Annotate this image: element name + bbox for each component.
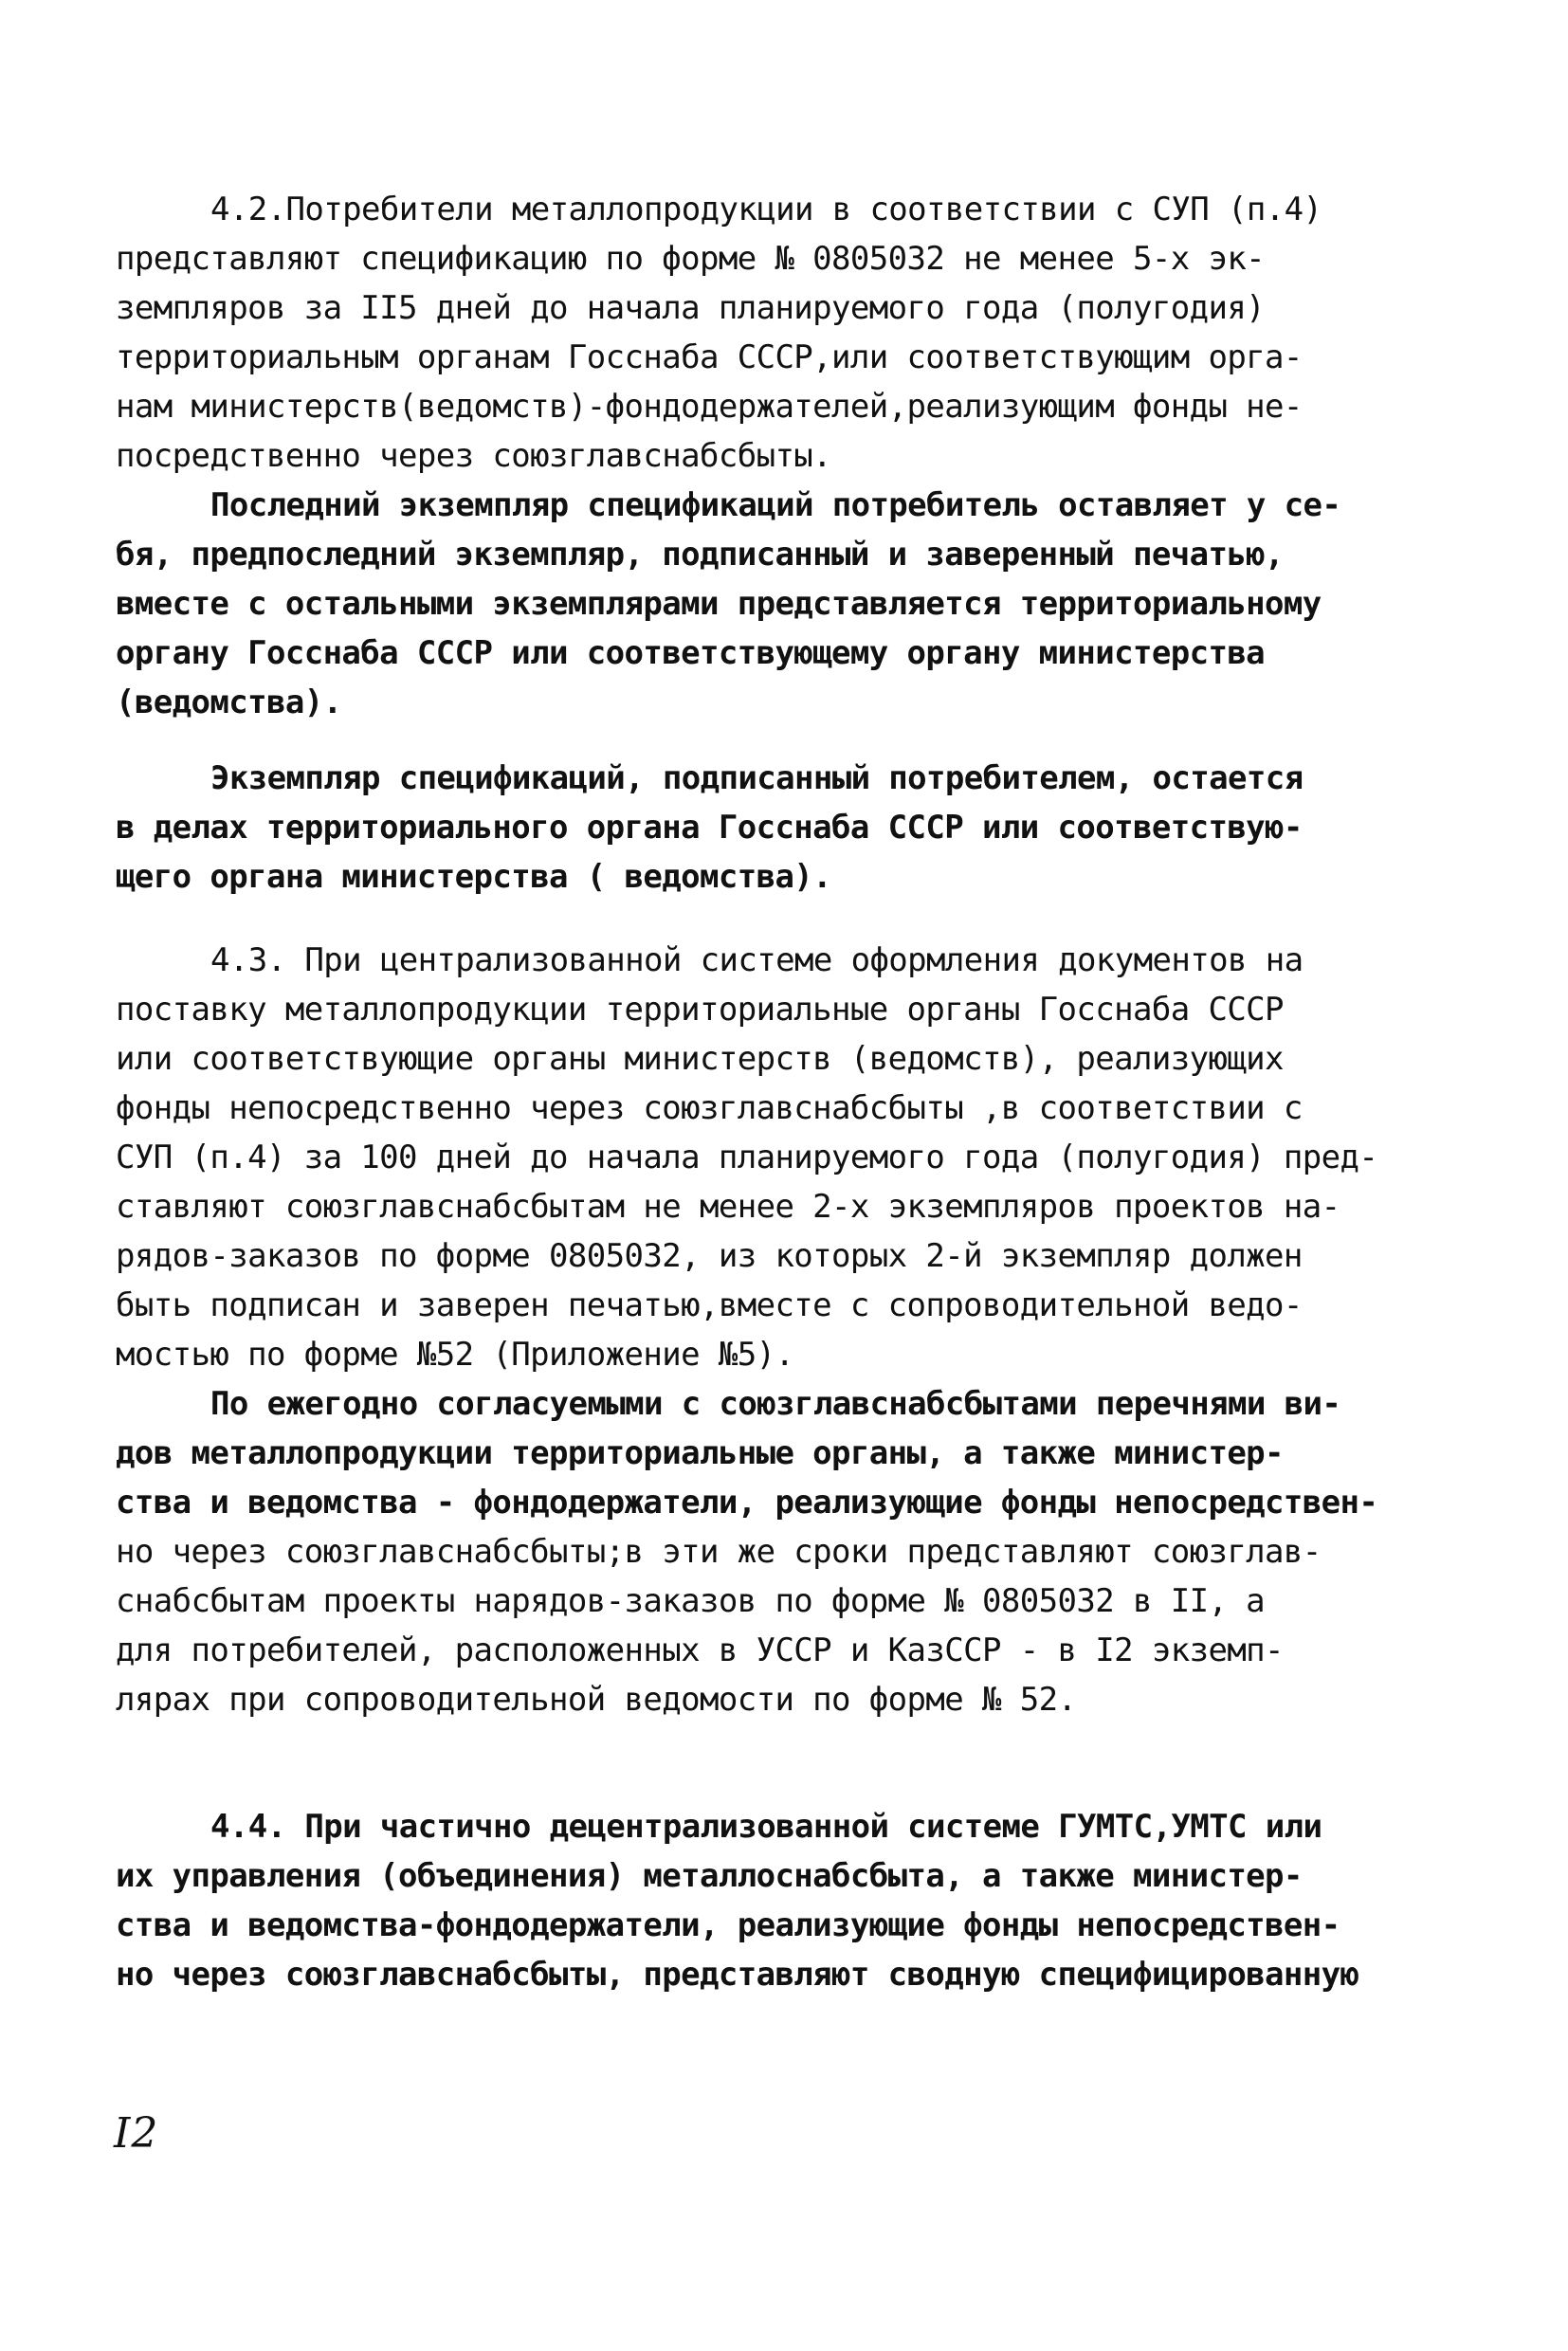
paragraph-signed-copy [116,754,1424,902]
text-line: быть подписан и заверен печатью,вместе с сопроводительной ведо- [116,1286,1303,1324]
text-line: дов металлопродукции территориальные органы, а также министер- [116,1434,1284,1472]
text-line: представляют спецификацию по форме № 0805032 не менее 5-х эк- [116,240,1266,278]
text-line: вместе с остальными экземплярами представляется территориальному [116,585,1322,623]
text-line: 4.3. При централизованной системе оформления документов на [210,941,1304,979]
text-line: поставку металлопродукции территориальные органы Госснаба СССР [116,991,1284,1029]
text-line: СУП (п.4) за 100 дней до начала планируемого года (полугодия) пред- [116,1139,1378,1176]
text-line: бя, предпоследний экземпляр, подписанный и заверенный печатью, [116,536,1284,574]
text-line: земпляров за II5 дней до начала планируемого года (полугодия) [116,289,1266,327]
text-line: По ежегодно согласуемыми с союзглавснабсбытами перечнями ви- [210,1385,1341,1423]
text-line: снабсбытам проекты нарядов-заказов по форме № 0805032 в II, а [116,1582,1266,1620]
text-line: рядов-заказов по форме 0805032, из которых 2-й экземпляр должен [116,1237,1303,1275]
text-line: Экземпляр спецификаций, подписанный потребителем, остается [210,759,1304,797]
text-line: в делах территориального органа Госснаба СССР или соответствую- [116,809,1303,847]
document-body [116,185,1424,1999]
text-line: или соответствующие органы министерств (ведомств), реализующих [116,1040,1284,1078]
text-line: ства и ведомства - фондодержатели, реализующие фонды непосредствен- [116,1484,1378,1522]
text-line: но через союзглавснабсбыты;в эти же сроки представляют союзглав- [116,1533,1322,1571]
text-line: территориальным органам Госснаба СССР,или соответствующим орга- [116,338,1303,376]
text-line: мостью по форме №52 (Приложение №5). [116,1336,794,1374]
text-line: для потребителей, расположенных в УССР и КазССР - в I2 экземп- [116,1631,1284,1669]
text-line: нам министерств(ведомств)-фондодержателей,реализующим фонды не- [116,388,1303,426]
text-line: (ведомства). [116,683,342,721]
text-line: их управления (объединения) металлоснабсбыта, а также министер- [116,1857,1303,1895]
text-line: лярах при сопроводительной ведомости по форме № 52. [116,1681,1077,1719]
text-line: Последний экземпляр спецификаций потребитель оставляет у се- [210,486,1341,524]
page-number: I2 [114,2109,159,2158]
text-line: но через союзглавснабсбыты, представляют сводную специфицированную [116,1956,1359,1994]
paragraph-4-3 [116,936,1424,1379]
paragraph-spacer [116,1724,1424,1802]
text-line: ставляют союзглавснабсбытам не менее 2-х экземпляров проектов на- [116,1188,1340,1226]
text-line: органу Госснаба СССР или соответствующему органу министерства [116,634,1266,672]
text-line: щего органа министерства ( ведомства). [116,858,832,896]
text-line: посредственно через союзглавснабсбыты. [116,437,832,475]
paragraph-annual [116,1379,1424,1724]
paragraph-4-4 [116,1802,1424,1999]
text-line: 4.4. При частично децентрализованной системе ГУМТС,УМТС или [210,1808,1322,1846]
text-line: фонды непосредственно через союзглавснабсбыты ,в соответствии с [116,1089,1303,1127]
paragraph-spacer [116,902,1424,936]
paragraph-last-copy [116,481,1424,727]
paragraph-4-2 [116,185,1424,481]
paragraph-spacer [116,727,1424,754]
text-line: 4.2.Потребители металлопродукции в соответствии с СУП (п.4) [210,191,1322,228]
text-line: ства и ведомства-фондодержатели, реализующие фонды непосредствен- [116,1906,1340,1944]
